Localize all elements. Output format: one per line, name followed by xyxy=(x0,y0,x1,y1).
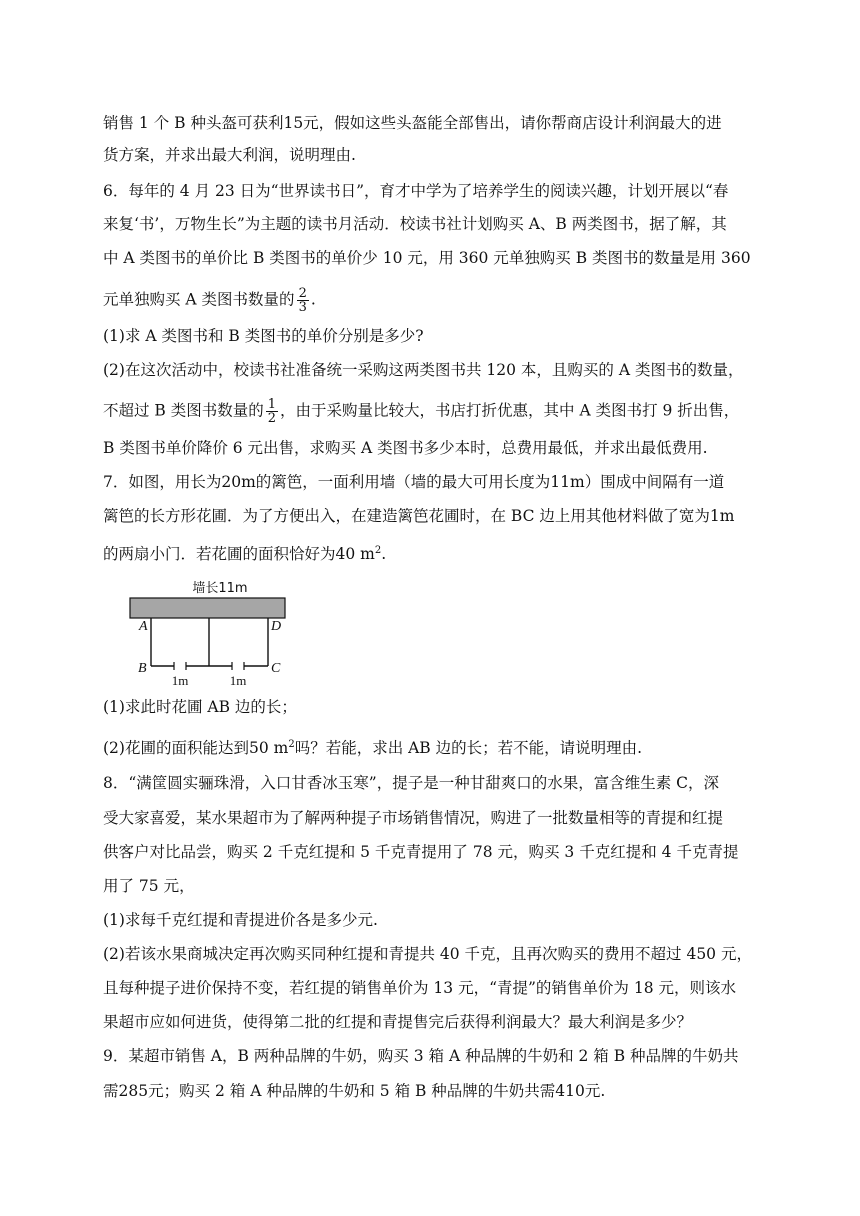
text-line: B 类图书单价降价 6 元出售，求购买 A 类图书多少本时，总费用最低，并求出最低费用. xyxy=(103,439,708,457)
text-segment: 不超过 B 类图书数量的 xyxy=(103,401,264,420)
subquestion-7-1: (1)求此时花圃 AB 边的长； xyxy=(103,698,297,716)
garden-diagram xyxy=(128,580,298,688)
period: . xyxy=(381,545,387,564)
text-line: 用了 75 元， xyxy=(103,877,195,895)
question-9-line: 9．某超市销售 A，B 两种品牌的牛奶，购买 3 箱 A 种品牌的牛奶和 2 箱 B 种品牌的牛奶共 xyxy=(103,1047,739,1065)
label-D: D xyxy=(271,619,282,634)
label-A: A xyxy=(139,619,148,634)
text-line-with-superscript xyxy=(103,540,386,565)
text-line: 需285元；购买 2 箱 A 种品牌的牛奶和 5 箱 B 种品牌的牛奶共需410元. xyxy=(103,1082,606,1100)
subquestion-8-2: (2)若该水果商城决定再次购买同种红提和青提共 40 千克，且再次购买的费用不超过 450 元， xyxy=(103,945,752,963)
fraction-one-half xyxy=(266,398,278,425)
text-segment: 吗？若能，求出 AB 边的长；若不能，请说明理由. xyxy=(294,739,643,758)
door-label-2: 1m xyxy=(229,673,247,688)
text-line: 篱笆的长方形花圃．为了方便出入，在建造篱笆花圃时，在 BC 边上用其他材料做了宽为1m xyxy=(103,507,735,525)
text-line: 货方案，并求出最大利润，说明理由. xyxy=(103,146,356,164)
text-line: 受大家喜爱，某水果超市为了解两种提子市场销售情况，购进了一批数量相等的青提和红提 xyxy=(103,809,724,827)
period: . xyxy=(310,290,316,309)
fraction-numerator: 2 xyxy=(298,286,307,301)
wall-label: 墙长11m xyxy=(192,581,248,596)
subquestion-7-2 xyxy=(103,734,642,759)
door-label-1: 1m xyxy=(171,673,189,688)
text-line: 且每种提子进价保持不变，若红提的销售单价为 13 元，“青提”的销售单价为 18 元，则该水 xyxy=(103,979,737,997)
text-segment: 元单独购买 A 类图书数量的 xyxy=(103,290,295,309)
text-line-with-fraction xyxy=(103,287,316,314)
question-6-line: 6．每年的 4 月 23 日为“世界读书日”，育才中学为了培养学生的阅读兴趣，计划开展以“春 xyxy=(103,182,729,200)
fraction-numerator: 1 xyxy=(267,397,277,412)
label-C: C xyxy=(271,661,281,676)
fraction-denominator: 2 xyxy=(267,411,277,426)
fraction-denominator: 3 xyxy=(298,300,307,315)
subquestion-8-1: (1)求每千克红提和青提进价各是多少元. xyxy=(103,911,378,929)
subquestion-6-2: (2)在这次活动中，校读书社准备统一采购这两类图书共 120 本，且购买的 A 类图书的数量， xyxy=(103,361,744,379)
text-line: 销售 1 个 B 种头盔可获利15元，假如这些头盔能全部售出，请你帮商店设计利润最大的进 xyxy=(103,114,722,132)
subquestion-6-1: (1)求 A 类图书和 B 类图书的单价分别是多少? xyxy=(103,327,424,345)
text-line: 供客户对比品尝，购买 2 千克红提和 5 千克青提用了 78 元，购买 3 千克红提和 4 千克青提 xyxy=(103,843,739,861)
fraction-two-thirds xyxy=(297,287,309,314)
superscript: 2 xyxy=(288,739,295,750)
text-line: 来复‘书’，万物生长”为主题的读书月活动．校读书社计划购买 A、B 两类图书，据了解，其 xyxy=(103,215,727,233)
text-line-with-fraction xyxy=(103,398,739,425)
text-line: 果超市应如何进货，使得第二批的红提和青提售完后获得利润最大？最大利润是多少？ xyxy=(103,1013,693,1031)
superscript: 2 xyxy=(374,545,382,556)
question-8-line: 8．“满筐圆实骊珠滑，入口甘香冰玉寒”，提子是一种甘甜爽口的水果，富含维生素 C，深 xyxy=(103,774,719,792)
text-segment: ，由于采购量比较大，书店打折优惠，其中 A 类图书打 9 折出售， xyxy=(280,401,740,420)
text-segment: 的两扇小门．若花圃的面积恰好为40 m xyxy=(103,545,375,564)
question-7-line: 7．如图，用长为20m的篱笆，一面利用墙（墙的最大可用长度为11m）围成中间隔有一道 xyxy=(103,473,725,491)
label-B: B xyxy=(138,661,147,676)
garden-figure xyxy=(128,580,298,688)
wall-rect xyxy=(130,598,285,618)
text-segment: (2)花圃的面积能达到50 m xyxy=(103,739,289,758)
text-line: 中 A 类图书的单价比 B 类图书的单价少 10 元，用 360 元单独购买 B 类图书的数量是用 360 xyxy=(103,249,751,267)
